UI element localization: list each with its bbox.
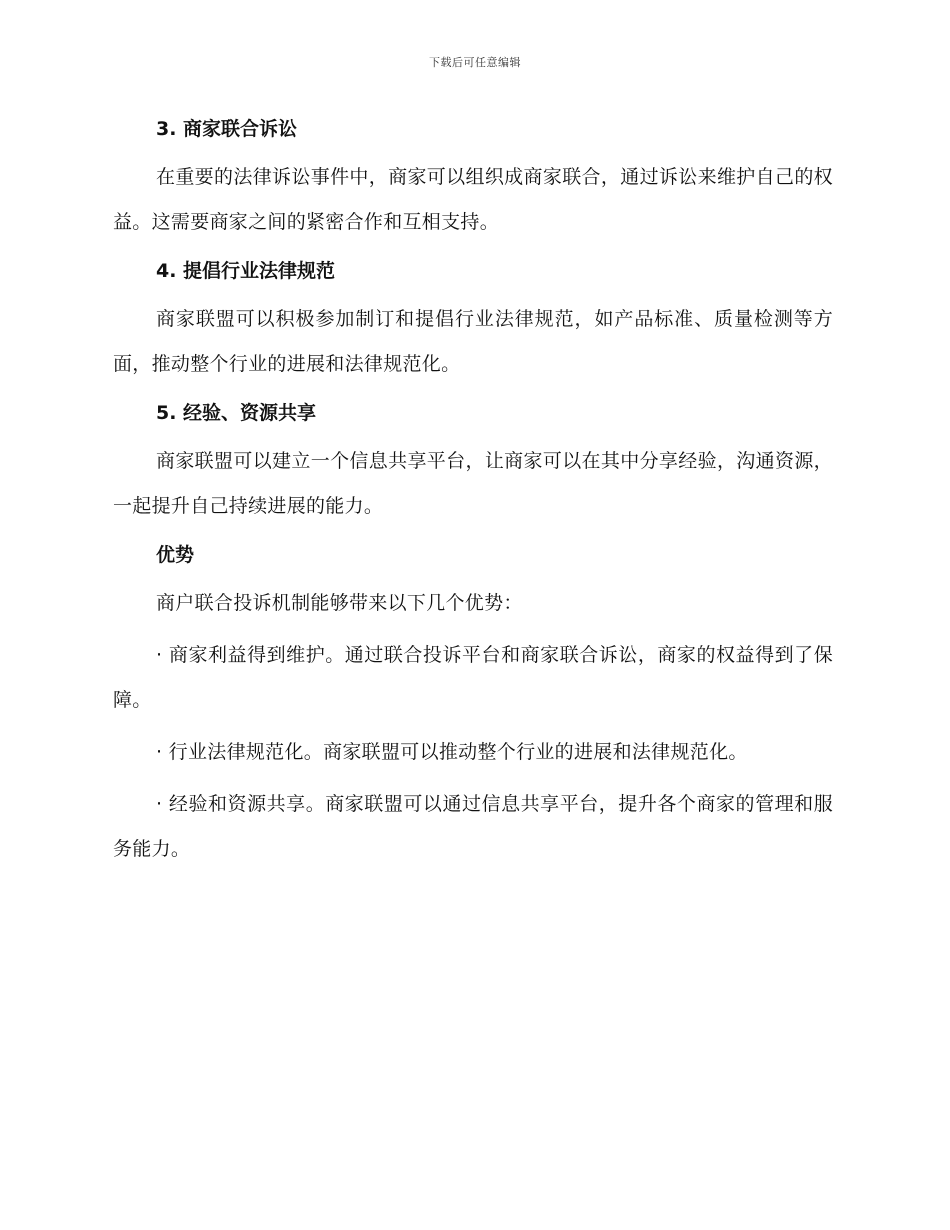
advantages-intro: 商户联合投诉机制能够带来以下几个优势： <box>156 592 523 614</box>
advantage-item: · 商家利益得到维护。通过联合投诉平台和商家联合诉讼，商家的权益得到了保障。 <box>113 644 833 711</box>
document-body <box>113 110 833 872</box>
section-paragraph-regulation: 商家联盟可以积极参加制订和提倡行业法律规范，如产品标准、质量检测等方面，推动整个行业的进展和法律规范化。 <box>113 308 833 375</box>
page-header: 下载后可任意编辑 <box>429 56 521 69</box>
section-heading-sharing: 5. 经验、资源共享 <box>156 402 317 424</box>
advantages-heading: 优势 <box>156 544 195 566</box>
section-paragraph-litigation: 在重要的法律诉讼事件中，商家可以组织成商家联合，通过诉讼来维护自己的权益。这需要商家之间的紧密合作和互相支持。 <box>113 166 833 233</box>
advantage-item: · 经验和资源共享。商家联盟可以通过信息共享平台，提升各个商家的管理和服务能力。 <box>113 793 833 860</box>
section-paragraph-sharing: 商家联盟可以建立一个信息共享平台，让商家可以在其中分享经验，沟通资源，一起提升自己持续进展的能力。 <box>113 450 833 517</box>
advantage-item: · 行业法律规范化。商家联盟可以推动整个行业的进展和法律规范化。 <box>156 741 748 763</box>
section-heading-litigation: 3. 商家联合诉讼 <box>156 118 298 140</box>
section-heading-regulation: 4. 提倡行业法律规范 <box>156 260 336 282</box>
